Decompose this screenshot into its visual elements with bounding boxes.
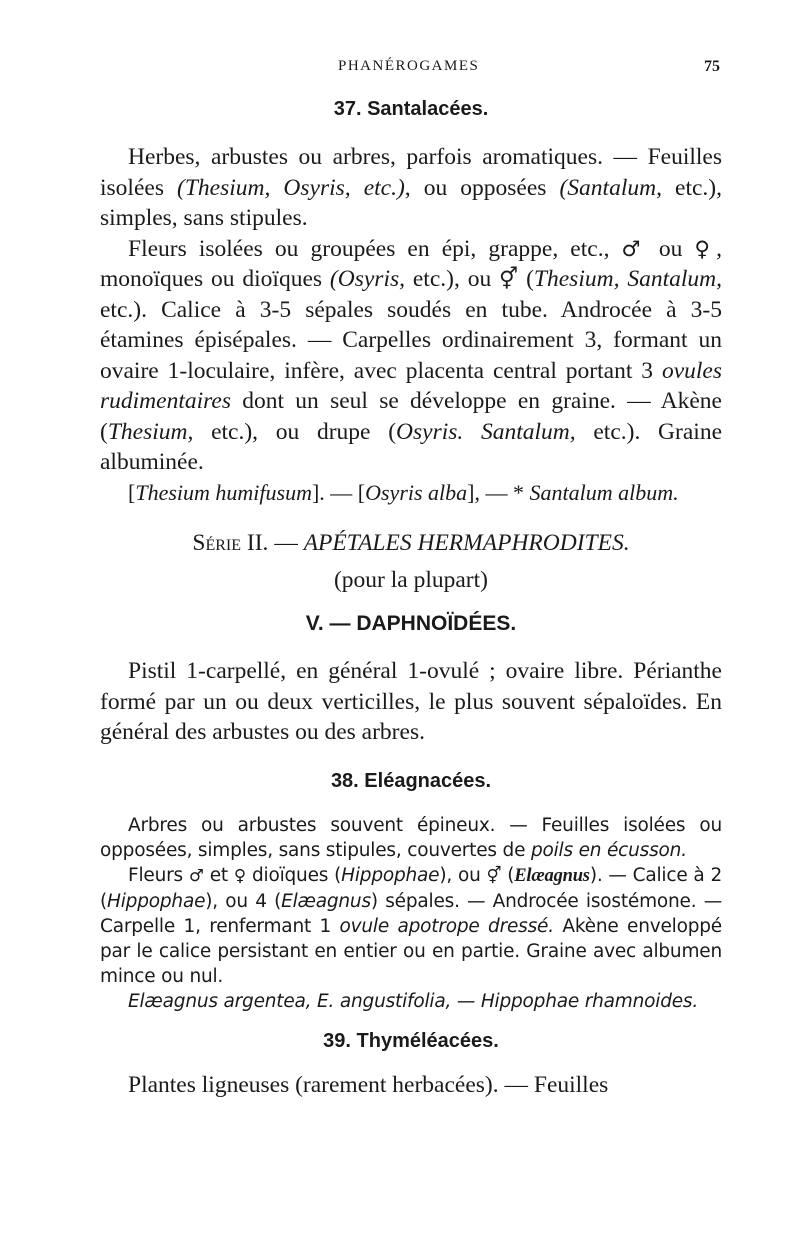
hermaphrodite-symbol-icon: ⚥ [486, 866, 502, 885]
female-symbol-icon: ♀ [694, 235, 717, 261]
serie-block [100, 528, 722, 595]
serie-title: Série II. — APÉTALES HERMAPHRODITES. [192, 530, 630, 556]
male-symbol-icon: ♂ [621, 235, 647, 261]
santalacees-body [100, 142, 722, 508]
heading-eleagnacees: 38. Eléagnacées. [330, 770, 492, 792]
eleagnacees-paragraph-flowers: Fleurs ♂ et ♀ dioïques (Hippophae), ou ⚥ (Elæagnus). — Calice à 2 (Hippophae), ou 4 (Elæagnus) sépales. — Androcée isostémone. — Carpelle 1, renfermant 1 ovule apotrope dressé. Akène enveloppé par le calice persistant en entier ou en partie. Graine avec albumen mince ou nul. [100, 865, 723, 987]
santalacees-paragraph-leaves: Herbes, arbustes ou arbres, parfois aromatiques. — Feuilles isolées (Thesium, Osyris, etc.), ou opposées (Santalum, etc.), simples, sans stipules. [100, 144, 722, 231]
thymeleacees-body [100, 1070, 722, 1101]
section-thymeleacees [100, 1030, 722, 1053]
page-number: 75 [704, 58, 720, 75]
thymeleacees-paragraph: Plantes ligneuses (rarement herbacées). — Feuilles [128, 1072, 609, 1098]
santalacees-examples: [Thesium humifusum]. — [Osyris alba], — * Santalum album. [128, 479, 679, 505]
daphnoidees-paragraph: Pistil 1-carpellé, en général 1-ovulé ; ovaire libre. Périanthe formé par un ou deux verticilles, le plus souvent sépaloïdes. En général des arbustes ou des arbres. [100, 658, 722, 745]
serie-subtitle: (pour la plupart) [333, 566, 488, 593]
male-symbol-icon: ♂ [188, 866, 204, 885]
hermaphrodite-symbol-icon: ⚥ [499, 266, 519, 291]
female-symbol-icon: ♀ [233, 866, 247, 885]
running-head-title: PHANÉROGAMES [338, 58, 480, 74]
serie-name: APÉTALES HERMAPHRODITES. [303, 530, 630, 556]
serie-label: Série II. [192, 530, 269, 556]
eleagnacees-body [100, 813, 722, 1014]
section-eleagnacees [100, 770, 722, 793]
heading-santalacees: 37. Santalacées. [333, 98, 489, 120]
section-daphnoidees [100, 612, 722, 636]
daphnoidees-body [100, 656, 722, 748]
santalacees-paragraph-flowers: Fleurs isolées ou groupées en épi, grappe, etc., ♂ ou ♀, monoïques ou dioïques (Osyris, etc.), ou ⚥ (Thesium, Santalum, etc.). Calice à 3-5 sépales soudés en tube. Androcée à 3-5 étamines épisépales. — Carpelles ordinairement 3, formant un ovaire 1-loculaire, infère, avec placenta central portant 3 ovules rudimentaires dont un seul se développe en graine. — Akène (Thesium, etc.), ou drupe (Osyris. Santalum, etc.). Graine albuminée. [100, 235, 723, 475]
eleagnacees-examples: Elæagnus argentea, E. angustifolia, — Hippophae rhamnoides. [128, 991, 699, 1012]
heading-daphnoidees: V. — DAPHNOÏDÉES. [305, 612, 517, 635]
heading-thymeleacees: 39. Thyméléacées. [323, 1030, 499, 1052]
section-santalacees [100, 98, 722, 121]
eleagnacees-paragraph-leaves: Arbres ou arbustes souvent épineux. — Feuilles isolées ou opposées, simples, sans stipules, couvertes de poils en écusson. [100, 815, 722, 861]
